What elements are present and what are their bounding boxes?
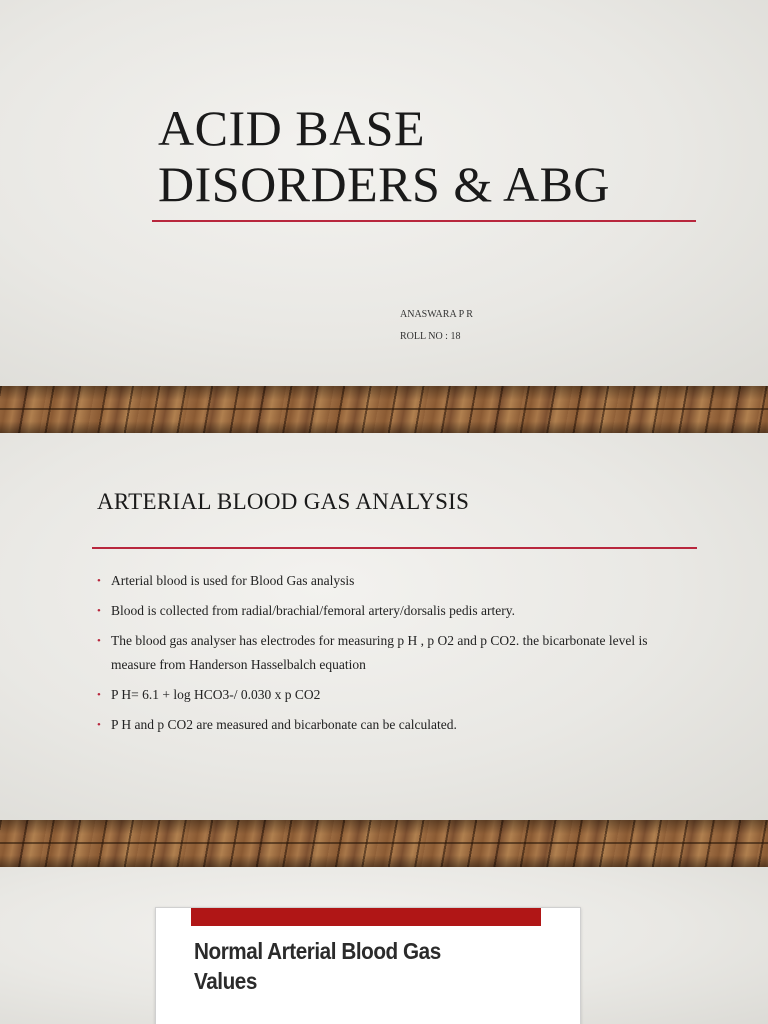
bullet-dot-icon: • <box>97 605 101 617</box>
bullet-list <box>97 569 657 743</box>
card-title: Normal Arterial Blood Gas Values <box>194 938 441 994</box>
bullet-item <box>97 683 657 707</box>
bullet-text: P H= 6.1 + log HCO3-/ 0.030 x p CO2 <box>111 687 321 702</box>
slide-1-title: ACID BASE DISORDERS & ABG <box>158 100 611 212</box>
embedded-image-card <box>155 907 581 1024</box>
title-underline <box>92 547 697 549</box>
slide-normal-values <box>0 867 768 1024</box>
slide-abg-analysis <box>0 433 768 820</box>
slide-title <box>0 0 768 386</box>
bullet-item <box>97 569 657 593</box>
bullet-text: Arterial blood is used for Blood Gas analysis <box>111 573 355 588</box>
floor-seam <box>0 842 768 844</box>
card-top-bar <box>191 908 541 926</box>
wood-floor-divider <box>0 386 768 433</box>
roll-number: ROLL NO : 18 <box>400 331 461 342</box>
bullet-dot-icon: • <box>97 635 101 647</box>
bullet-text: P H and p CO2 are measured and bicarbonate can be calculated. <box>111 717 457 732</box>
bullet-text: Blood is collected from radial/brachial/femoral artery/dorsalis pedis artery. <box>111 603 515 618</box>
bullet-item <box>97 713 657 737</box>
bullet-text: The blood gas analyser has electrodes for measuring p H , p O2 and p CO2. the bicarbonate level is measure from Handerson Hasselbalch equation <box>111 633 648 672</box>
author-name: ANASWARA P R <box>400 309 473 320</box>
slide-2-title: ARTERIAL BLOOD GAS ANALYSIS <box>97 489 470 514</box>
bullet-dot-icon: • <box>97 689 101 701</box>
floor-seam <box>0 408 768 410</box>
bullet-dot-icon: • <box>97 719 101 731</box>
title-underline <box>152 220 696 222</box>
wood-floor-divider <box>0 820 768 867</box>
bullet-item <box>97 599 657 623</box>
bullet-item <box>97 629 657 677</box>
bullet-dot-icon: • <box>97 575 101 587</box>
